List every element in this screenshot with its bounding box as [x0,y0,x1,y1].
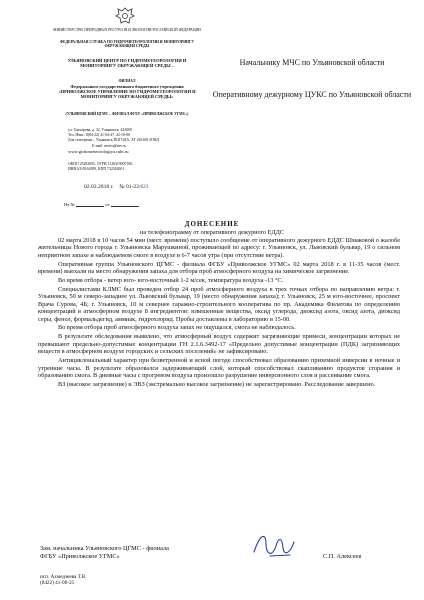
branch-label: ФИЛИАЛ [118,79,136,83]
handwritten-signature [250,528,305,563]
signatory-name: С.П. Алексеев [323,553,362,560]
paragraph: ВЗ (высокое загрязнение) и ЭВЗ (экстремально высокое загрязнение) не зарегистрировано. Расследование завершено. [58,380,376,388]
service-name: ФЕДЕРАЛЬНАЯ СЛУЖБА ПО ГИДРОМЕТЕОРОЛОГИИ И МОНИТОРИНГУ ОКРУЖАЮЩЕЙ СРЕДЫ [60,40,194,49]
codes-line-2: ИНН 6319164389, КПП 732543001 [68,167,125,171]
signatory-line-1: Зам. начальника Ульяновского ЦГМС - филиала [40,545,169,552]
ministry-name: МИНИСТЕРСТВО ПРИРОДНЫХ РЕСУРСОВ И ЭКОЛОГИИ РОССИЙСКОЙ ФЕДЕРАЦИИ [53,28,201,32]
signatory-line-2: ФГБУ «Приволжское УГМС» [40,552,120,560]
paragraph: Оперативная группа Ульяновского ЦГМС - филиала ФГБУ «Приволжское УГМС» 02 марта 2018 г. в 11-35 часов (мест. времени) выехали на место обнаружения запаха для отбора проб атмосферного воздуха на химическое загрязнение. [38,260,400,276]
paragraph: Антициклональный характер при безветренной и ясной погоде способствовал образованию приземной инверсии в ночные и утренние часы. В результате образовался задерживающий слой, который способствовал скапливанию продуктов сгорания и образованию смога. В дневные часы с прогревом воздуха произошло разрушение инверсионного слоя и рассеивание смога. [38,357,400,379]
address: ул. Гончарова, д. 32, Ульяновск, 432000 [68,128,132,132]
document-body [38,237,400,388]
paragraph: В результате обследования выявлено, что атмосферный воздух содержит загрязняющие примеси, концентрации которых не превышают предельно-допустимые концентрации ГН 2.1.6.3492-17 «Предельно допустимые концентрации (ПДК) загрязняющих веществ в атмосферном воздухе городских и сельских поселений» не зафиксировано. [38,333,400,356]
executor-name: исп. Ахмедзеева Т.В. [40,574,87,580]
document-title: ДОНЕСЕНИЕ [184,220,240,228]
document-subtitle: на телефонограмму от оперативного дежурного ЕДДС [140,229,284,236]
email: E-mail: meteo@mv.ru [92,144,126,148]
paragraph: 02 марта 2018 в 10 часов 54 мин (мест. времени) поступило сообщение от оперативного дежурного ЕДДС Шмаковой о жалобе жительницы Нового города г. Ульяновска Марушкиной, проживающей по адресу: г. Ульяновск, ул. Львовский бульвар, 19 о сильном неприятном запахе и наблюдаемом смоге в воздухе в 6-7 часов утра (при отсутствие ветра). [38,237,400,259]
paragraph: Во время отбора - ветер юго- юго-восточный 1-2 м/сек, температура воздуха -13 °С. [58,277,284,285]
recipient-2: Оперативному дежурному ЦУКС по Ульяновской области [212,90,412,99]
ref-label: На № [64,202,75,207]
website: www.gidrometeorologiya.ruln.ru [68,149,129,154]
reference-line [64,201,139,207]
short-name: (УЛЬЯНОВСКИЙ ЦГМС – ФИЛИАЛ ФГБУ «ПРИВОЛЖСКОЕ УГМС») [65,112,189,116]
phone: Тел./Факс: 8(84-22) 41-04-47, 42-18-80 [68,133,130,137]
signatory-title [40,545,169,560]
executor-phone: (8422) 41-08-25 [40,580,75,587]
date-number-line [84,184,148,190]
handwritten-number: 623 [140,185,149,190]
document-number: № 01-22/ [119,184,141,190]
institution-name: Федерального государственного бюджетного учреждения «ПРИВОЛЖСКОЕ УПРАВЛЕНИЕ ПО ГИДРОМЕТЕОРОЛОГИИ И МОНИТОРИНГУ ОКРУЖАЮЩЕЙ СРЕДЫ» [58,84,196,100]
paragraph: Во время отбора проб атмосферного воздуха запах не ощущался, смога не наблюдалось. [58,324,296,332]
codes-line-1: ОКПО 25282695, ОГРН 1126319007100, [68,162,134,166]
executor-info [40,574,86,587]
center-name: УЛЬЯНОВСКИЙ ЦЕНТР ПО ГИДРОМЕТЕОРОЛОГИИ И МОНИТОРИНГУ ОКРУЖАЮЩЕЙ СРЕДЫ – [67,58,187,69]
document-date: 02.03.2018 г. [84,184,114,190]
recipient-1: Начальнику МЧС по Ульяновской области [239,58,385,67]
state-emblem-icon [114,6,136,26]
paragraph: Специалистами КЛМС был проведен отбор 24 проб атмосферного воздуха в трех точках отбора по направлению ветра: г. Ульяновск, 50 м северо-западнее ул. Львовский бульвар, 19 (место обнаружения запаха); г. Ульяновск, 25 м юго-восточнее, проспект Врача Сурова, 4Б; г. Ульяновск, 10 м севернее гаражно-строительного кооператива по пр. Академика Филатова по определению концентраций в атмосферном воздухе 8 ингредиентов: взвешенные вещества, оксид углерода, диоксид азота, оксид азота, диоксид серы, фенол, формальдегид, аммиак, гидрохлорид. Пробы доставлены в лабораторию в 15-00. [38,285,400,323]
ref-from: от [105,202,110,207]
telegraph: Для телеграмм – Ульяновск ПОГОДА, АТ 263168 ЗОНД [68,138,160,142]
